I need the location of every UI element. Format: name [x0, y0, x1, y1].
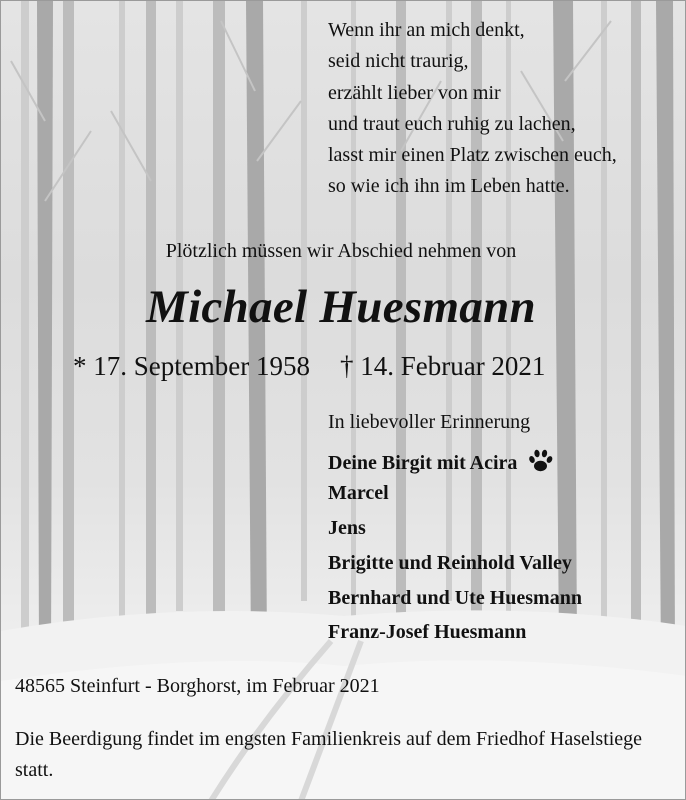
family-member-3: Jens	[328, 517, 366, 539]
family-member-2: Marcel	[328, 482, 389, 504]
memory-line: In liebevoller Erinnerung	[328, 411, 531, 433]
death-date: † 14. Februar 2021	[339, 351, 546, 381]
poem-line: erzählt lieber von mir	[328, 81, 501, 104]
life-dates	[73, 351, 545, 382]
poem-line: lasst mir einen Platz zwischen euch,	[328, 144, 617, 167]
poem-line: seid nicht traurig,	[328, 50, 469, 73]
place-date: 48565 Steinfurt - Borghorst, im Februar 2021	[15, 675, 380, 697]
family-member-6: Franz-Josef Huesmann	[328, 621, 527, 643]
burial-note: Die Beerdigung findet im engsten Familienkreis auf dem Friedhof Haselstiege statt.	[15, 728, 643, 781]
intro-line: Plötzlich müssen wir Abschied nehmen von	[165, 240, 517, 262]
family-member-5: Bernhard und Ute Huesmann	[328, 587, 582, 609]
family-member-1	[328, 447, 554, 481]
poem	[328, 15, 617, 203]
birth-date: * 17. September 1958	[73, 351, 310, 381]
poem-line: und traut euch ruhig zu lachen,	[328, 112, 576, 135]
poem-line: so wie ich ihn im Leben hatte.	[328, 175, 570, 198]
family-member-4: Brigitte und Reinhold Valley	[328, 552, 572, 574]
paw-icon	[526, 447, 554, 481]
family-member-label: Deine Birgit mit Acira	[328, 452, 518, 474]
poem-line: Wenn ihr an mich denkt,	[328, 19, 525, 41]
deceased-name: Michael Huesmann	[145, 281, 536, 333]
